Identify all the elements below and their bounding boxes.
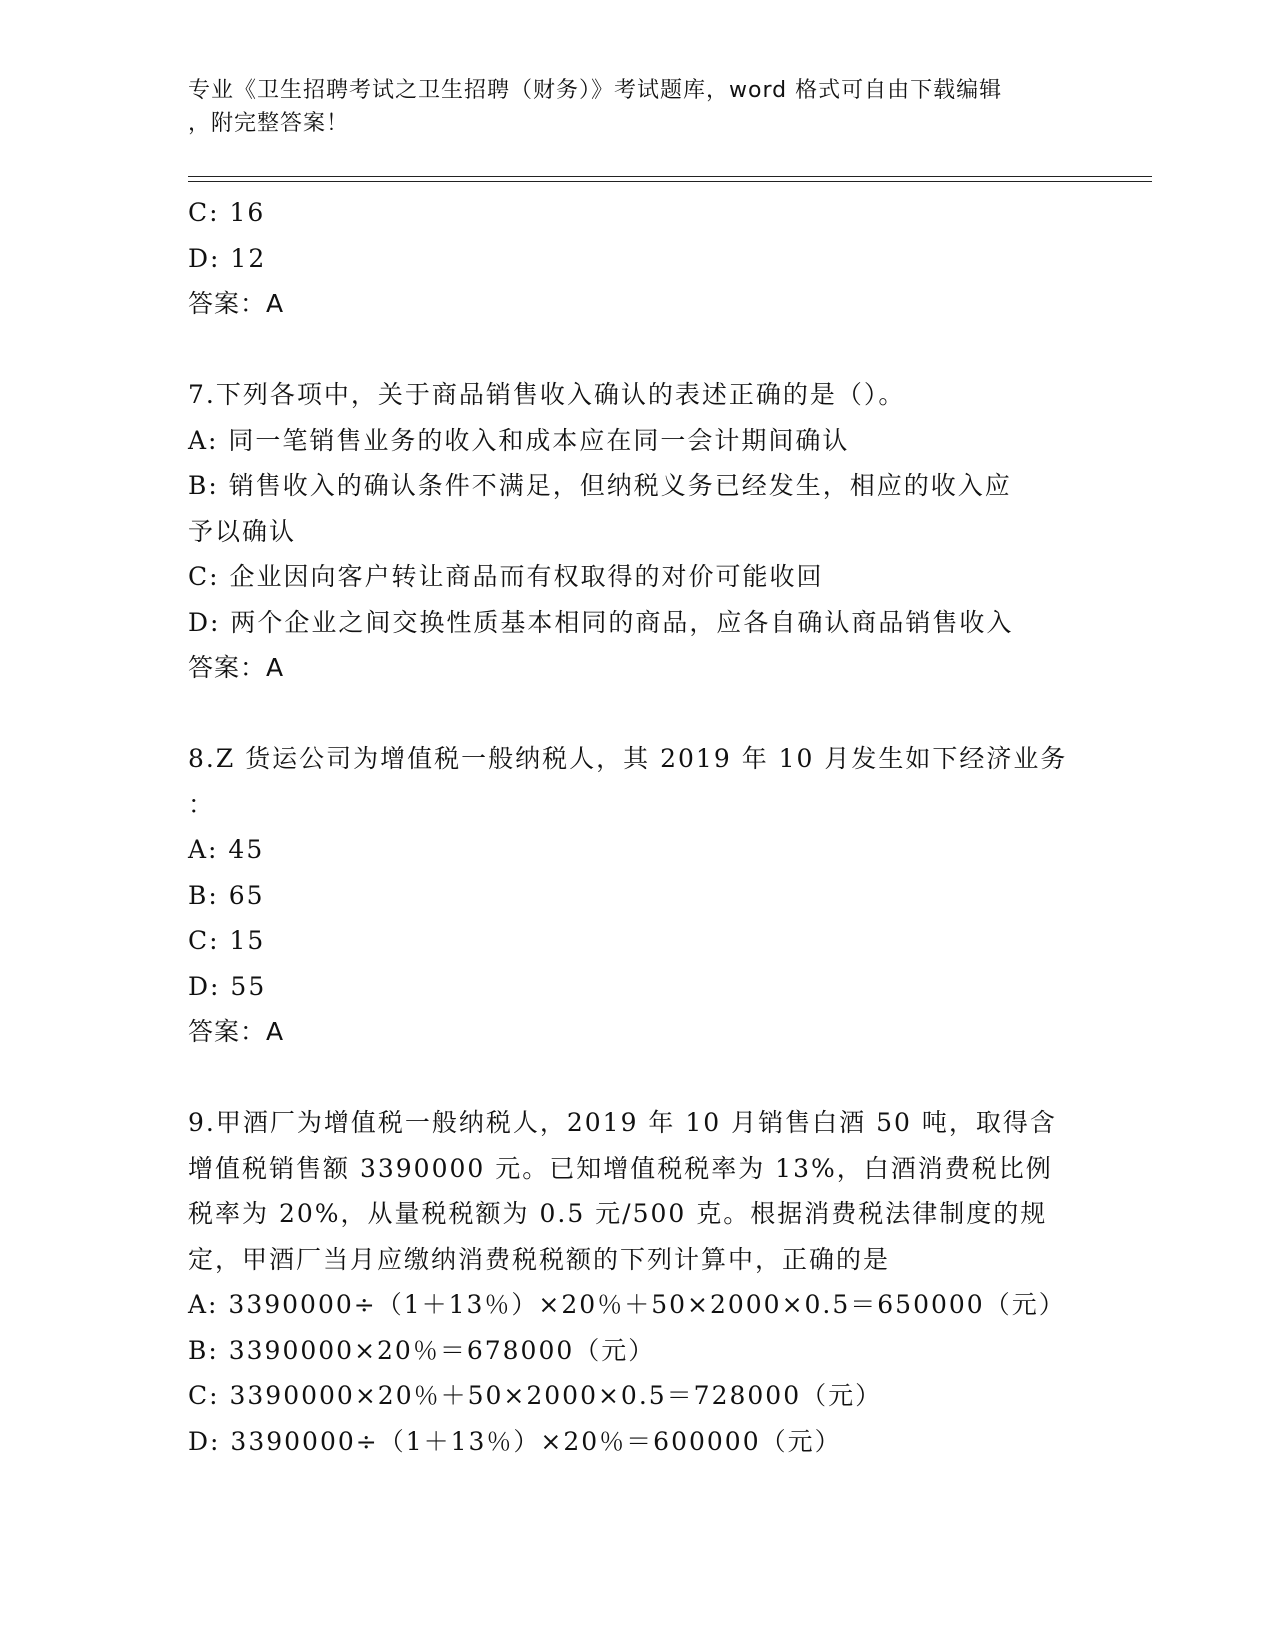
q9-option-a: A: 3390000÷（1＋13％）×20％＋50×2000×0.5＝650000（元） (188, 1290, 1066, 1319)
header-divider-bottom (188, 181, 1152, 182)
spacer (188, 327, 1088, 373)
q7-option-b-line-2: 予以确认 (188, 516, 297, 546)
document-body (188, 190, 1088, 1464)
header-divider-top (188, 176, 1152, 177)
q9-option-b: B: 3390000×20％＝678000（元） (188, 1335, 656, 1365)
q6-option-d: D: 12 (188, 243, 267, 273)
q7-answer: 答案：A (188, 653, 285, 682)
q9-question-line-2: 增值税销售额 3390000 元。已知增值税税率为 13%，白酒消费税比例 (188, 1153, 1053, 1183)
q8-option-a: A: 45 (188, 835, 265, 864)
document-header (188, 74, 1088, 140)
q8-option-d: D: 55 (188, 971, 267, 1001)
q6-option-c: C: 16 (188, 198, 266, 227)
q6-answer: 答案：A (188, 289, 285, 318)
header-title-line-2: ，附完整答案！ (188, 111, 350, 136)
q8-option-b: B: 65 (188, 880, 265, 910)
q7-option-d: D: 两个企业之间交换性质基本相同的商品，应各自确认商品销售收入 (188, 607, 1014, 637)
spacer (188, 1055, 1088, 1101)
q8-question-line-1: 8.Z 货运公司为增值税一般纳税人，其 2019 年 10 月发生如下经济业务 (188, 744, 1068, 773)
q9-option-d: D: 3390000÷（1＋13％）×20％＝600000（元） (188, 1426, 842, 1456)
q8-answer: 答案：A (188, 1017, 285, 1046)
q9-question-line-1: 9.甲酒厂为增值税一般纳税人，2019 年 10 月销售白酒 50 吨，取得含 (188, 1108, 1057, 1137)
q9-option-c: C: 3390000×20％＋50×2000×0.5＝728000（元） (188, 1381, 883, 1410)
q8-question-line-2: ： (188, 789, 216, 819)
q9-question-line-3: 税率为 20%，从量税税额为 0.5 元/500 克。根据消费税法律制度的规 (188, 1199, 1048, 1228)
q7-option-a: A: 同一笔销售业务的收入和成本应在同一会计期间确认 (188, 425, 850, 455)
q7-option-c: C: 企业因向客户转让商品而有权取得的对价可能收回 (188, 562, 824, 591)
q9-question-line-4: 定，甲酒厂当月应缴纳消费税税额的下列计算中，正确的是 (188, 1244, 891, 1274)
q7-question: 7.下列各项中，关于商品销售收入确认的表述正确的是（）。 (188, 380, 906, 409)
header-title-line-1: 专业《卫生招聘考试之卫生招聘（财务）》考试题库，word 格式可自由下载编辑 (188, 78, 1003, 103)
q7-option-b-line-1: B: 销售收入的确认条件不满足，但纳税义务已经发生，相应的收入应 (188, 471, 1012, 500)
q8-option-c: C: 15 (188, 926, 266, 955)
spacer (188, 691, 1088, 737)
